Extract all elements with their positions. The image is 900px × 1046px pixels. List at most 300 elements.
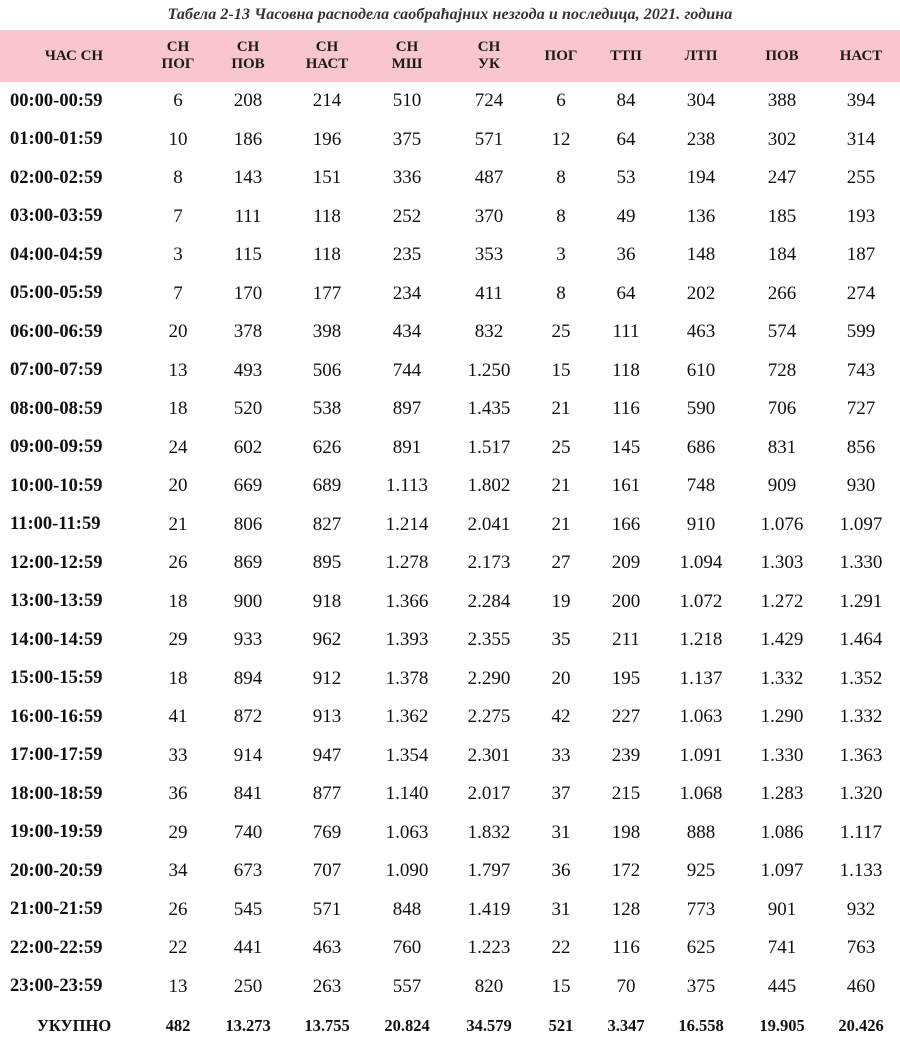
total-cell: 13.755 [304,1016,350,1035]
table-cell: 1.320 [839,783,883,805]
table-cell: 252 [392,205,422,227]
header-pog: ПОГ [544,47,578,64]
table-cell: 1.378 [385,667,429,689]
hour-range-cell: 08:00-08:59 [10,398,103,419]
header-sn-uk: СН УК [477,39,501,72]
table-footer [0,1006,900,1046]
table-cell: 441 [233,937,263,959]
table-cell: 1.429 [760,629,804,651]
table-row [0,429,900,468]
table-cell: 116 [612,937,640,959]
table-cell: 571 [312,898,342,920]
table-cell: 769 [312,821,342,843]
table-cell: 25 [551,436,571,458]
table-cell: 353 [474,244,504,266]
table-cell: 897 [392,398,422,420]
table-cell: 1.086 [760,821,804,843]
total-cell: 19.905 [759,1016,805,1035]
table-row [0,968,900,1007]
table-cell: 84 [616,90,636,112]
table-cell: 1.362 [385,706,429,728]
table-cell: 195 [611,667,641,689]
header-sn-pov: СН ПОВ [231,39,265,72]
table-cell: 743 [846,359,876,381]
table-cell: 689 [312,475,342,497]
total-cell: 13.273 [225,1016,271,1035]
table-cell: 198 [611,821,641,843]
hour-range-cell: 00:00-00:59 [10,90,103,111]
hour-range-cell: 03:00-03:59 [10,206,103,227]
table-cell: 193 [846,205,876,227]
table-row [0,467,900,506]
table-cell: 1.352 [839,667,883,689]
table-row [0,506,900,545]
table-cell: 602 [233,436,263,458]
table-cell: 1.137 [679,667,723,689]
table-cell: 1.464 [839,629,883,651]
table-cell: 111 [612,321,640,343]
table-cell: 184 [767,244,797,266]
table-cell: 37 [551,783,571,805]
table-cell: 18 [168,667,188,689]
table-cell: 901 [767,898,797,920]
table-row [0,621,900,660]
table-cell: 1.097 [839,513,883,535]
table-cell: 1.278 [385,552,429,574]
table-cell: 1.435 [467,398,511,420]
table-cell: 2.284 [467,590,511,612]
hour-range-cell: 13:00-13:59 [10,591,103,612]
hour-range-cell: 09:00-09:59 [10,437,103,458]
table-cell: 3 [556,244,566,266]
table-cell: 375 [686,975,716,997]
table-cell: 1.330 [760,744,804,766]
table-cell: 493 [233,359,263,381]
table-cell: 336 [392,167,422,189]
table-cell: 599 [846,321,876,343]
table-row [0,313,900,352]
table-cell: 15 [551,975,571,997]
hour-range-cell: 06:00-06:59 [10,321,103,342]
hour-range-cell: 04:00-04:59 [10,244,103,265]
table-cell: 2.355 [467,629,511,651]
hour-range-cell: 19:00-19:59 [10,822,103,843]
table-cell: 669 [233,475,263,497]
table-cell: 1.068 [679,783,723,805]
hour-range-cell: 07:00-07:59 [10,360,103,381]
table-cell: 266 [767,282,797,304]
table-caption: Табела 2-13 Часовна расподела саобраћајних незгода и последица, 2021. година [167,6,733,23]
table-cell: 707 [312,860,342,882]
table-cell: 506 [312,359,342,381]
total-cell: 3.347 [607,1016,645,1035]
table-cell: 2.290 [467,667,511,689]
table-cell: 22 [168,937,188,959]
table-cell: 1.272 [760,590,804,612]
table-cell: 238 [686,128,716,150]
table-cell: 263 [312,975,342,997]
table-cell: 1.832 [467,821,511,843]
table-cell: 255 [846,167,876,189]
table-cell: 20 [551,667,571,689]
table-cell: 8 [556,205,566,227]
table-cell: 2.041 [467,513,511,535]
table-cell: 1.290 [760,706,804,728]
hour-range-cell: 10:00-10:59 [10,475,103,496]
table-cell: 1.218 [679,629,723,651]
table-cell: 673 [233,860,263,882]
table-header [0,30,900,82]
table-cell: 510 [392,90,422,112]
table-cell: 460 [846,975,876,997]
table-cell: 42 [551,706,571,728]
table-row [0,121,900,160]
hour-range-cell: 20:00-20:59 [10,860,103,881]
table-cell: 148 [686,244,716,266]
table-cell: 727 [846,398,876,420]
table-cell: 557 [392,975,422,997]
table-cell: 64 [616,128,636,150]
table-cell: 590 [686,398,716,420]
table-row [0,275,900,314]
table-cell: 724 [474,90,504,112]
table-cell: 111 [234,205,262,227]
table-cell: 1.330 [839,552,883,574]
table-cell: 375 [392,128,422,150]
table-cell: 910 [686,513,716,535]
table-cell: 1.113 [385,475,429,497]
hour-range-cell: 21:00-21:59 [10,899,103,920]
table-cell: 18 [168,590,188,612]
table-cell: 856 [846,436,876,458]
table-cell: 20 [168,475,188,497]
table-cell: 806 [233,513,263,535]
table-cell: 1.366 [385,590,429,612]
table-row [0,198,900,237]
table-cell: 1.283 [760,783,804,805]
total-cell: 20.824 [384,1016,430,1035]
table-cell: 53 [616,167,636,189]
table-row [0,891,900,930]
table-cell: 832 [474,321,504,343]
table-row [0,583,900,622]
hourly-accidents-table [0,30,900,1046]
table-cell: 2.173 [467,552,511,574]
table-cell: 115 [234,244,262,266]
table-cell: 6 [173,90,183,112]
hour-range-cell: 14:00-14:59 [10,629,103,650]
table-cell: 3 [173,244,183,266]
hour-range-cell: 16:00-16:59 [10,706,103,727]
table-cell: 12 [551,128,571,150]
table-row [0,852,900,891]
table-cell: 208 [233,90,263,112]
table-cell: 70 [616,975,636,997]
table-cell: 463 [312,937,342,959]
table-cell: 930 [846,475,876,497]
table-cell: 250 [233,975,263,997]
table-cell: 1.072 [679,590,723,612]
table-cell: 574 [767,321,797,343]
table-cell: 64 [616,282,636,304]
table-cell: 925 [686,860,716,882]
table-cell: 194 [686,167,716,189]
total-cell: 34.579 [466,1016,512,1035]
table-cell: 686 [686,436,716,458]
table-cell: 136 [686,205,716,227]
total-cell: 482 [165,1016,191,1035]
table-cell: 8 [173,167,183,189]
table-cell: 378 [233,321,263,343]
table-cell: 26 [168,552,188,574]
table-cell: 2.275 [467,706,511,728]
table-cell: 10 [168,128,188,150]
table-cell: 304 [686,90,716,112]
table-body [0,82,900,1006]
table-cell: 31 [551,898,571,920]
table-cell: 185 [767,205,797,227]
table-cell: 895 [312,552,342,574]
table-cell: 211 [612,629,640,651]
table-cell: 22 [551,937,571,959]
table-row [0,929,900,968]
table-cell: 932 [846,898,876,920]
table-cell: 31 [551,821,571,843]
header-ltp: ЛТП [684,47,718,64]
table-cell: 888 [686,821,716,843]
table-cell: 933 [233,629,263,651]
table-cell: 411 [475,282,503,304]
table-row [0,236,900,275]
table-cell: 2.017 [467,783,511,805]
table-cell: 7 [173,205,183,227]
table-row [0,737,900,776]
table-cell: 610 [686,359,716,381]
table-cell: 773 [686,898,716,920]
header-sn-nast: СН НАСТ [305,39,349,72]
hour-range-cell: 18:00-18:59 [10,783,103,804]
table-cell: 209 [611,552,641,574]
table-cell: 187 [846,244,876,266]
header-sn-pog: СН ПОГ [161,39,195,72]
header-nast: НАСТ [839,47,883,64]
table-cell: 1.303 [760,552,804,574]
table-cell: 274 [846,282,876,304]
hour-range-cell: 12:00-12:59 [10,552,103,573]
table-cell: 1.063 [679,706,723,728]
table-cell: 36 [616,244,636,266]
table-cell: 1.063 [385,821,429,843]
table-cell: 166 [611,513,641,535]
table-cell: 1.250 [467,359,511,381]
table-cell: 434 [392,321,422,343]
table-cell: 1.517 [467,436,511,458]
table-cell: 239 [611,744,641,766]
table-cell: 118 [313,205,341,227]
table-cell: 214 [312,90,342,112]
table-cell: 21 [551,513,571,535]
header-row [0,30,900,82]
table-cell: 118 [612,359,640,381]
table-cell: 1.332 [839,706,883,728]
table-cell: 445 [767,975,797,997]
hour-range-cell: 11:00-11:59 [10,514,101,535]
table-cell: 520 [233,398,263,420]
table-cell: 914 [233,744,263,766]
table-row [0,814,900,853]
table-cell: 388 [767,90,797,112]
table-cell: 1.802 [467,475,511,497]
table-cell: 24 [168,436,188,458]
table-cell: 49 [616,205,636,227]
table-cell: 848 [392,898,422,920]
table-cell: 25 [551,321,571,343]
table-cell: 1.363 [839,744,883,766]
table-cell: 151 [312,167,342,189]
table-cell: 128 [611,898,641,920]
table-cell: 760 [392,937,422,959]
table-cell: 41 [168,706,188,728]
table-cell: 27 [551,552,571,574]
table-cell: 763 [846,937,876,959]
table-cell: 1.140 [385,783,429,805]
table-cell: 625 [686,937,716,959]
table-row [0,544,900,583]
table-cell: 15 [551,359,571,381]
table-cell: 869 [233,552,263,574]
table-cell: 912 [312,667,342,689]
table-cell: 314 [846,128,876,150]
table-cell: 177 [312,282,342,304]
header-hour: ЧАС СН [44,47,104,64]
table-cell: 1.097 [760,860,804,882]
table-cell: 7 [173,282,183,304]
table-cell: 894 [233,667,263,689]
table-cell: 234 [392,282,422,304]
table-cell: 13 [168,975,188,997]
table-cell: 161 [611,475,641,497]
table-cell: 2.301 [467,744,511,766]
table-cell: 6 [556,90,566,112]
table-row [0,698,900,737]
table-cell: 302 [767,128,797,150]
table-row [0,352,900,391]
header-pov: ПОВ [765,47,799,64]
table-cell: 820 [474,975,504,997]
table-cell: 626 [312,436,342,458]
table-cell: 170 [233,282,263,304]
table-cell: 831 [767,436,797,458]
table-cell: 962 [312,629,342,651]
table-cell: 706 [767,398,797,420]
table-cell: 21 [551,398,571,420]
hour-range-cell: 05:00-05:59 [10,283,103,304]
table-cell: 35 [551,629,571,651]
table-cell: 900 [233,590,263,612]
total-cell: 16.558 [678,1016,724,1035]
table-cell: 748 [686,475,716,497]
table-cell: 29 [168,629,188,651]
table-cell: 18 [168,398,188,420]
table-cell: 571 [474,128,504,150]
table-cell: 19 [551,590,571,612]
table-row [0,82,900,121]
hour-range-cell: 15:00-15:59 [10,668,103,689]
table-cell: 1.291 [839,590,883,612]
table-cell: 370 [474,205,504,227]
table-cell: 913 [312,706,342,728]
table-cell: 227 [611,706,641,728]
table-row [0,390,900,429]
table-cell: 947 [312,744,342,766]
total-cell: 521 [548,1016,574,1035]
table-cell: 1.354 [385,744,429,766]
header-ttp: ТТП [610,47,642,64]
table-cell: 1.393 [385,629,429,651]
table-cell: 741 [767,937,797,959]
table-cell: 394 [846,90,876,112]
table-cell: 34 [168,860,188,882]
table-cell: 891 [392,436,422,458]
table-cell: 200 [611,590,641,612]
header-sn-msh: СН МШ [391,39,423,72]
table-row [0,660,900,699]
table-cell: 36 [168,783,188,805]
table-cell: 1.094 [679,552,723,574]
total-label: УКУПНО [36,1016,112,1035]
table-cell: 487 [474,167,504,189]
table-cell: 1.090 [385,860,429,882]
table-cell: 8 [556,282,566,304]
table-cell: 145 [611,436,641,458]
table-cell: 728 [767,359,797,381]
hour-range-cell: 01:00-01:59 [10,129,103,150]
table-cell: 909 [767,475,797,497]
table-cell: 186 [233,128,263,150]
table-cell: 21 [168,513,188,535]
table-cell: 1.797 [467,860,511,882]
table-cell: 877 [312,783,342,805]
table-cell: 196 [312,128,342,150]
table-cell: 118 [313,244,341,266]
table-cell: 1.419 [467,898,511,920]
table-row [0,775,900,814]
table-cell: 202 [686,282,716,304]
hour-range-cell: 23:00-23:59 [10,976,103,997]
table-cell: 1.076 [760,513,804,535]
table-cell: 918 [312,590,342,612]
table-cell: 33 [551,744,571,766]
table-cell: 36 [551,860,571,882]
table-cell: 744 [392,359,422,381]
table-cell: 740 [233,821,263,843]
table-cell: 1.332 [760,667,804,689]
table-cell: 172 [611,860,641,882]
table-cell: 827 [312,513,342,535]
table-cell: 215 [611,783,641,805]
table-cell: 1.214 [385,513,429,535]
total-cell: 20.426 [838,1016,884,1035]
table-row [0,159,900,198]
table-cell: 13 [168,359,188,381]
table-cell: 21 [551,475,571,497]
table-cell: 538 [312,398,342,420]
table-cell: 33 [168,744,188,766]
table-cell: 143 [233,167,263,189]
table-cell: 116 [612,398,640,420]
table-cell: 545 [233,898,263,920]
table-cell: 872 [233,706,263,728]
